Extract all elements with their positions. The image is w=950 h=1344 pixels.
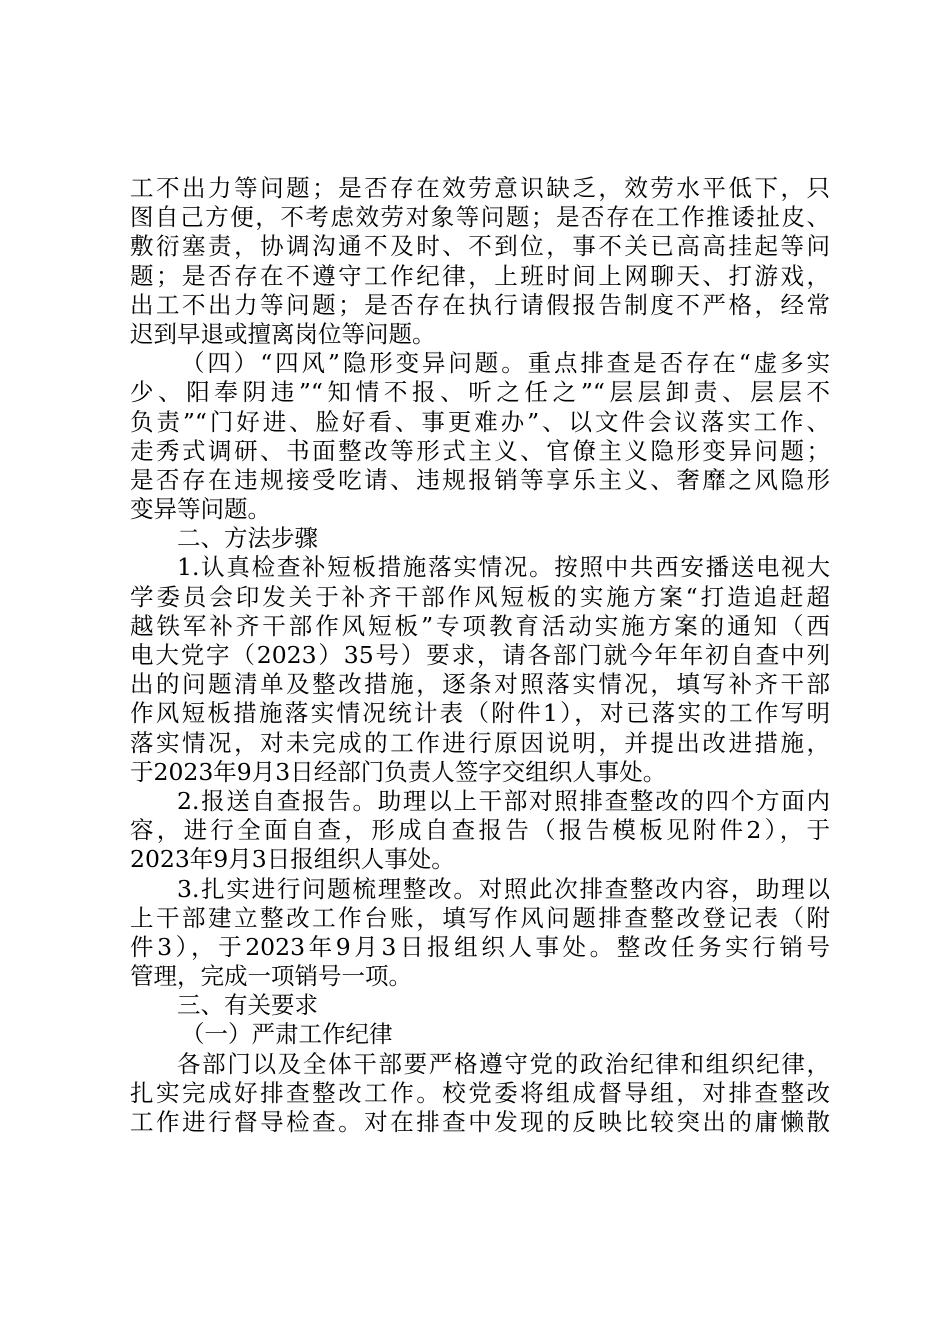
text-line: 越铁军补齐干部作风短板”专项教育活动实施方案的通知（西 [130,611,830,640]
text-line: 工不出力等问题；是否存在效劳意识缺乏，效劳水平低下，只 [130,174,830,202]
document-body [130,174,830,1137]
text-line: 上干部建立整改工作台账，填写作风问题排查整改登记表（附 [130,903,830,932]
step-3-line: 3.扎实进行问题梳理整改。对照此次排查整改内容，助理以 [177,874,830,903]
text-line: 出的问题清单及整改措施，逐条对照落实情况，填写补齐干部 [130,670,830,699]
text-line: 负责”“门好进、脸好看、事更难办”、以文件会议落实工作、 [130,407,830,436]
subsection-heading-discipline: （一）严肃工作纪律 [181,1020,393,1049]
text-line: 学委员会印发关于补齐干部作风短板的实施方案“打造追赶超 [130,582,830,611]
text-line: 管理，完成一项销号一项。 [130,962,412,991]
text-line: 容，进行全面自查，形成自查报告（报告模板见附件2），于 [130,816,830,845]
text-line: 题；是否存在不遵守工作纪律，上班时间上网聊天、打游戏， [130,261,830,290]
text-line: 迟到早退或擅离岗位等问题。 [130,319,436,348]
text-line: 扎实完成好排查整改工作。校党委将组成督导组，对排查整改 [130,1078,830,1107]
step-2-line: 2.报送自查报告。助理以上干部对照排查整改的四个方面内 [177,786,830,815]
text-line: 各部门以及全体干部要严格遵守党的政治纪律和组织纪律， [177,1049,830,1078]
text-line: 出工不出力等问题；是否存在执行请假报告制度不严格，经常 [130,290,830,319]
section-heading-methods: 二、方法步骤 [177,524,318,553]
text-line: 图自己方便，不考虑效劳对象等问题；是否存在工作推诿扯皮、 [130,203,830,232]
step-1-line: 1.认真检查补短板措施落实情况。按照中共西安播送电视大 [177,553,830,582]
text-line: 电大党字（2023）35号）要求，请各部门就今年年初自查中列 [130,641,830,669]
text-line: 少、阳奉阴违”“知情不报、听之任之”“层层卸责、层层不 [130,378,830,407]
text-line: 件3），于2023年9月3日报组织人事处。整改任务实行销号 [130,932,830,961]
text-line: 是否存在违规接受吃请、违规报销等享乐主义、奢靡之风隐形 [130,465,830,494]
text-line: 作风短板措施落实情况统计表（附件1），对已落实的工作写明 [130,699,830,728]
section-heading-requirements: 三、有关要求 [177,991,318,1020]
text-line: 走秀式调研、书面整改等形式主义、官僚主义隐形变异问题； [130,436,830,465]
text-line: 于2023年9月3日经部门负责人签字交组织人事处。 [130,757,667,786]
text-line: 敷衍塞责，协调沟通不及时、不到位，事不关已高高挂起等问 [130,232,830,261]
text-line: 变异等问题。 [130,495,271,524]
section-heading-four-winds: （四）“四风”隐形变异问题。重点排查是否存在“虚多实 [181,349,830,378]
text-line: 2023年9月3日报组织人事处。 [130,845,455,874]
text-line: 落实情况，对未完成的工作进行原因说明，并提出改进措施， [130,728,830,757]
text-line: 工作进行督导检查。对在排查中发现的反映比较突出的庸懒散 [130,1108,830,1136]
